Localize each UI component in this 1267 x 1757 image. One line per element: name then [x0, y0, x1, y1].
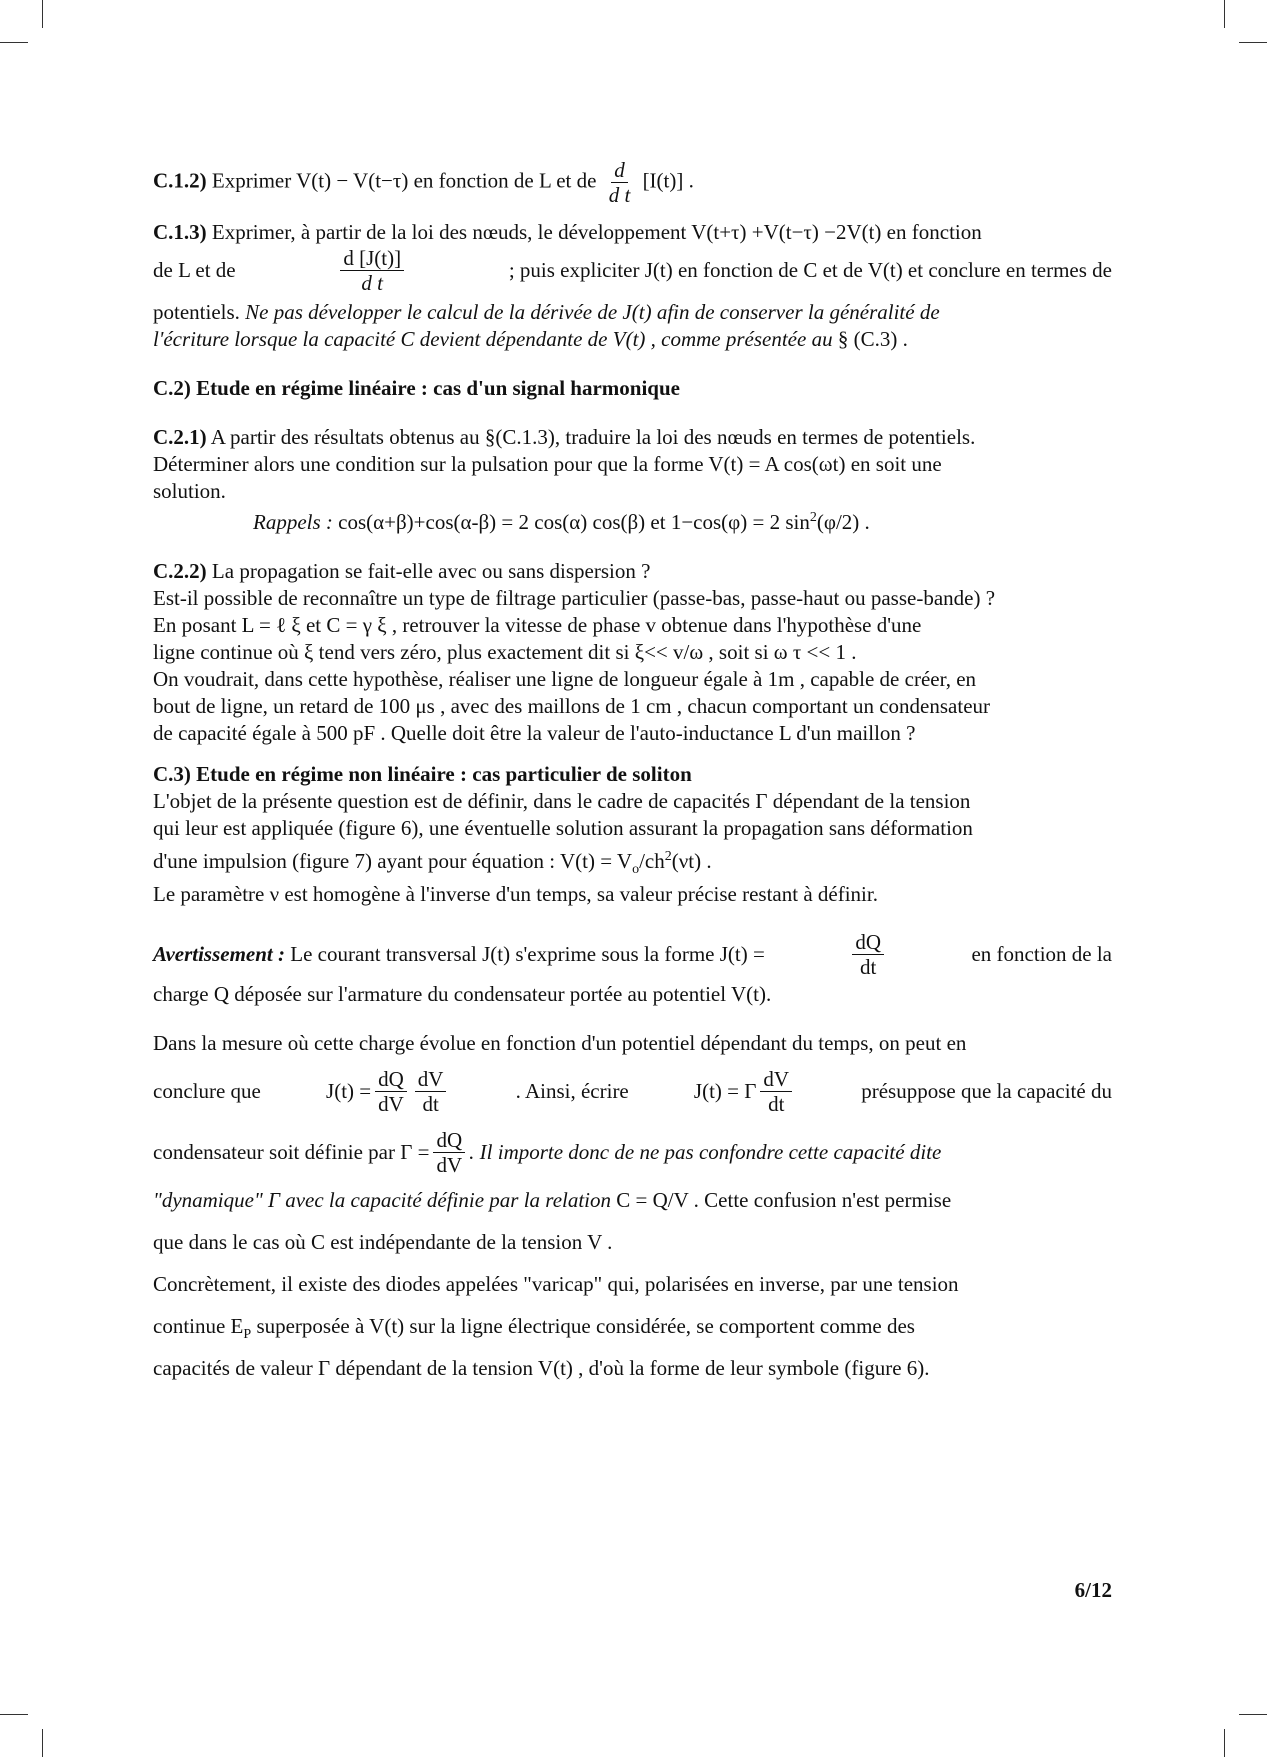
warning-line: capacités de valeur Γ dépendant de la tension V(t) , d'où la forme de leur symbole (figure 6).	[153, 1356, 930, 1380]
question-line: potentiels.	[153, 300, 240, 324]
warning-text: Le courant transversal J(t) s'exprime sous la forme J(t) =	[285, 942, 765, 966]
question-line: ligne continue où ξ tend vers zéro, plus exactement dit si ξ<< v/ω , soit si ω τ << 1 .	[153, 640, 857, 664]
warning-line: que dans le cas où C est indépendante de la tension V .	[153, 1230, 613, 1254]
fraction-numerator: d [J(t)]	[340, 246, 404, 271]
question-line: Est-il possible de reconnaître un type de filtrage particulier (passe-bas, passe-haut ou passe-bande) ?	[153, 586, 996, 610]
question-line: de capacité égale à 500 pF . Quelle doit être la valeur de l'auto-inductance L d'un maillon ?	[153, 721, 916, 745]
question-label: C.2.2)	[153, 559, 207, 583]
question-c12	[153, 158, 1112, 207]
reminder-exponent: 2	[809, 510, 817, 525]
bias-subscript: P	[243, 1327, 252, 1343]
question-line: de L et de	[153, 258, 236, 282]
warning-line: condensateur soit définie par Γ =	[153, 1140, 430, 1164]
fraction-denominator: d t	[608, 183, 631, 207]
fraction-numerator: dQ	[433, 1128, 465, 1153]
warning-line: charge Q déposée sur l'armature du condensateur portée au potentiel V(t).	[153, 982, 772, 1006]
question-line: ; puis expliciter J(t) en fonction de C et de V(t) et conclure en termes de	[508, 258, 1112, 282]
question-label: C.2.1)	[153, 425, 207, 449]
question-line: En posant L = ℓ ξ et C = γ ξ , retrouver la vitesse de phase v obtenue dans l'hypothèse d'une	[153, 613, 922, 637]
crop-mark-bl-h	[0, 1714, 28, 1715]
question-c13	[153, 219, 1112, 353]
question-line: qui leur est appliquée (figure 6), une éventuelle solution assurant la propagation sans déformation	[153, 816, 973, 840]
reminder-formulas-end: (φ/2) .	[816, 510, 870, 534]
fraction-denominator: dt	[859, 955, 877, 979]
question-c22	[153, 558, 1112, 747]
crop-mark-tr-v	[1224, 0, 1225, 28]
fraction-denominator: dt	[768, 1092, 785, 1116]
page-number: 6/12	[1074, 1578, 1112, 1602]
question-label: C.1.3)	[153, 220, 207, 244]
fraction-numerator: dV	[415, 1067, 447, 1092]
fraction-denominator: dt	[422, 1092, 439, 1116]
question-note: Ne pas développer le calcul de la dérivée de J(t) afin de conserver la généralité de	[245, 300, 940, 324]
warning-line: C = Q/V . Cette confusion n'est permise	[611, 1188, 952, 1212]
crop-mark-br-h	[1239, 1714, 1267, 1715]
derivative-fraction	[606, 158, 634, 207]
question-line: Exprimer, à partir de la loi des nœuds, le développement V(t+τ) +V(t−τ) −2V(t) en fonction	[211, 220, 982, 244]
crop-mark-tr-h	[1239, 42, 1267, 43]
warning-line: présuppose que la capacité du	[861, 1079, 1112, 1103]
gamma-fraction	[760, 1067, 792, 1116]
question-line: solution.	[153, 479, 226, 503]
warning-line: superposée à V(t) sur la ligne électrique considérée, se comportent comme des	[251, 1314, 915, 1338]
question-line: L'objet de la présente question est de définir, dans le cadre de capacités Γ dépendant de la tension	[153, 789, 971, 813]
page-content	[153, 150, 1112, 1389]
crop-mark-tl-h	[0, 42, 28, 43]
question-c3	[153, 761, 1112, 908]
question-note-end: § (C.3) .	[832, 327, 908, 351]
warning-text-end: en fonction de la	[971, 942, 1112, 966]
question-line: A partir des résultats obtenus au §(C.1.3), traduire la loi des nœuds en termes de potentiels.	[210, 425, 976, 449]
question-line: bout de ligne, un retard de 100 μs , avec des maillons de 1 cm , chacun comportant un condensateur	[153, 694, 991, 718]
fraction-numerator: dQ	[375, 1067, 407, 1092]
question-line: Déterminer alors une condition sur la pulsation pour que la forme V(t) = A cos(ωt) en soit une	[153, 452, 942, 476]
soliton-subscript: o	[632, 862, 640, 878]
fraction-denominator: dV	[378, 1092, 404, 1116]
soliton-equation: d'une impulsion (figure 7) ayant pour équation : V(t) = V	[153, 849, 633, 873]
crop-mark-bl-v	[42, 1729, 43, 1757]
reminder-label: Rappels :	[253, 510, 333, 534]
warning-note: . Il importe donc de ne pas confondre cette capacité dite	[469, 1140, 942, 1164]
section-heading-c3: C.3) Etude en régime non linéaire : cas particulier de soliton	[153, 762, 692, 786]
fraction-numerator: dV	[760, 1067, 792, 1092]
reminder-formulas: cos(α+β)+cos(α-β) = 2 cos(α) cos(β) et 1−cos(φ) = 2 sin	[332, 510, 810, 534]
question-label: C.1.2)	[153, 168, 207, 193]
question-line: On voudrait, dans cette hypothèse, réaliser une ligne de longueur égale à 1m , capable de créer, en	[153, 667, 977, 691]
warning-line: conclure que	[153, 1079, 261, 1103]
derivative-fraction	[340, 246, 404, 295]
soliton-equation-mid: /ch	[639, 849, 665, 873]
capacitance-fraction	[433, 1128, 465, 1177]
current-fraction	[852, 930, 884, 979]
warning-line: Concrètement, il existe des diodes appelées "varicap" qui, polarisées en inverse, par une tension	[153, 1272, 959, 1296]
soliton-exponent: 2	[664, 849, 672, 864]
warning-block	[153, 930, 1112, 1389]
warning-line: continue E	[153, 1314, 244, 1338]
question-line: La propagation se fait-elle avec ou sans dispersion ?	[211, 559, 651, 583]
question-text-end: [I(t)] .	[642, 168, 694, 193]
fraction-numerator: dQ	[852, 930, 884, 955]
current-expression: J(t) =	[326, 1079, 372, 1103]
crop-mark-tl-v	[42, 0, 43, 28]
fraction-denominator: dV	[436, 1153, 463, 1177]
warning-note: "dynamique" Γ avec la capacité définie par la relation	[153, 1188, 612, 1212]
question-c21	[153, 424, 1112, 536]
soliton-equation-end: (νt) .	[671, 849, 712, 873]
warning-line: . Ainsi, écrire	[515, 1079, 629, 1103]
current-expression: J(t) = Γ	[693, 1079, 757, 1103]
chain-fraction-1	[375, 1067, 407, 1116]
warning-label: Avertissement :	[153, 942, 286, 966]
crop-mark-br-v	[1224, 1729, 1225, 1757]
chain-fraction-2	[415, 1067, 447, 1116]
question-line: Le paramètre ν est homogène à l'inverse d'un temps, sa valeur précise restant à définir.	[153, 882, 878, 906]
fraction-denominator: d t	[361, 271, 384, 295]
section-heading-c2: C.2) Etude en régime linéaire : cas d'un signal harmonique	[153, 376, 680, 400]
warning-line: Dans la mesure où cette charge évolue en fonction d'un potentiel dépendant du temps, on peut en	[153, 1031, 967, 1055]
question-text: Exprimer V(t) − V(t−τ) en fonction de L et de	[211, 168, 597, 193]
question-note: l'écriture lorsque la capacité C devient dépendante de V(t) , comme présentée au	[153, 327, 833, 351]
fraction-numerator: d	[611, 158, 628, 183]
